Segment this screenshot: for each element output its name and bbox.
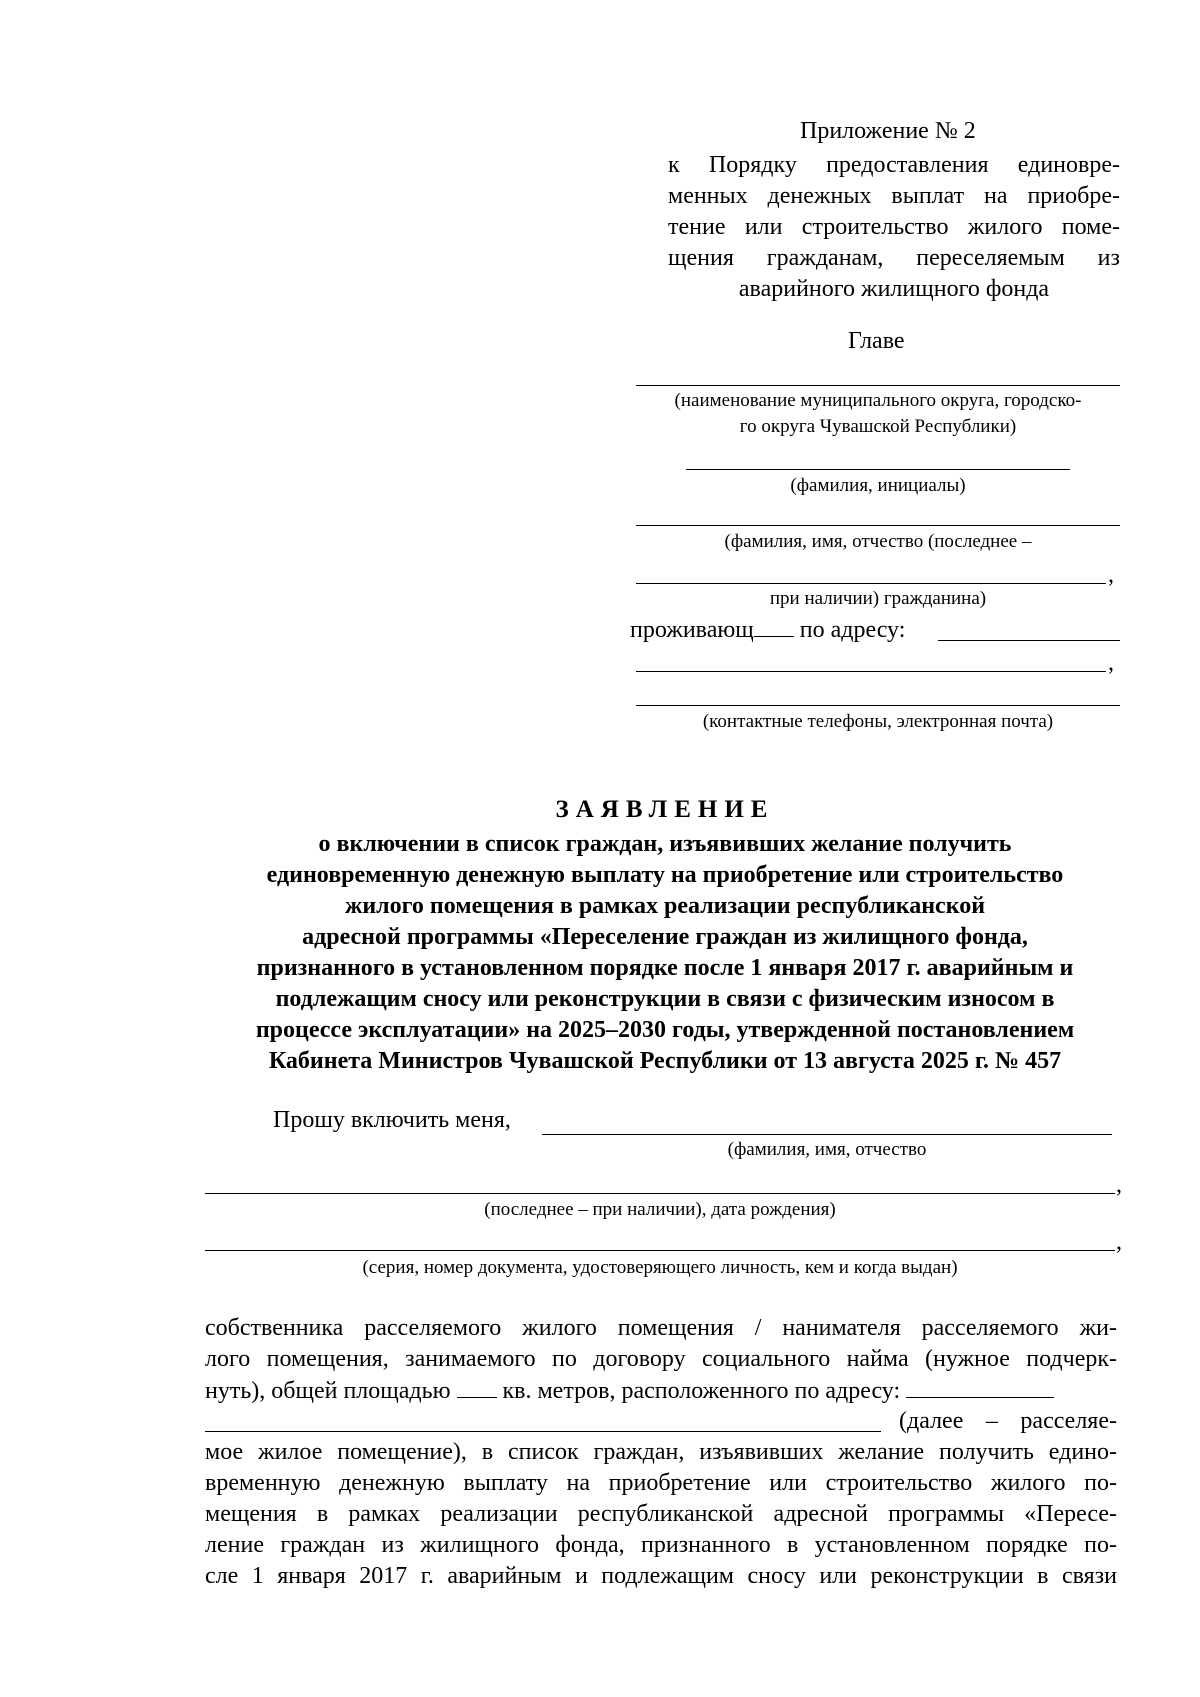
body-address-label: кв. метров, расположенного по адресу: xyxy=(502,1378,901,1404)
statement-heading-line: процессе эксплуатации» на 2025–2030 годы, утвержденной постановлением xyxy=(255,1017,1075,1043)
citizen-line-2 xyxy=(636,583,1106,584)
address-blank-2[interactable] xyxy=(205,1431,881,1432)
comma: , xyxy=(1108,650,1114,676)
document-line[interactable] xyxy=(205,1250,1115,1251)
addressee-to: Главе xyxy=(848,328,905,354)
body-line: собственника расселяемого жилого помещения / нанимателя расселяемого жи- xyxy=(205,1315,1117,1341)
statement-heading-line: признанного в установленном порядке после 1 января 2017 г. аварийным и xyxy=(256,955,1074,981)
residing-label: проживающ xyxy=(630,617,754,643)
statement-heading-line: подлежащим сносу или реконструкции в связи с физическим износом в xyxy=(275,986,1055,1012)
body-line: временную денежную выплату на приобретение или строительство жилого по- xyxy=(205,1470,1117,1496)
applicant-name-hint: (фамилия, имя, отчество xyxy=(727,1139,927,1160)
area-blank[interactable] xyxy=(457,1375,497,1398)
statement-heading-line: жилого помещения в рамках реализации республиканской xyxy=(344,893,986,919)
comma: , xyxy=(1108,562,1114,588)
address-line-2[interactable] xyxy=(636,671,1106,672)
comma: , xyxy=(1116,1229,1122,1255)
appendix-line: к Порядку предоставления единовре- xyxy=(668,152,1120,178)
appendix-line: щения гражданам, переселяемым из xyxy=(668,245,1120,271)
citizen-hint-2: при наличии) гражданина) xyxy=(769,588,987,609)
statement-title: ЗАЯВЛЕНИЕ xyxy=(555,796,775,823)
body-line4-tail: (далее – расселяе- xyxy=(899,1408,1117,1434)
body-line-area xyxy=(205,1375,1117,1406)
contacts-hint: (контактные телефоны, электронная почта) xyxy=(702,711,1054,732)
municipality-hint: го округа Чувашской Республики) xyxy=(739,416,1017,437)
comma: , xyxy=(1116,1172,1122,1198)
document-hint: (серия, номер документа, удостоверяющего личность, кем и когда выдан) xyxy=(362,1257,958,1278)
head-name-line xyxy=(686,469,1070,470)
contacts-line[interactable] xyxy=(636,705,1120,706)
birth-hint: (последнее – при наличии), дата рождения) xyxy=(484,1199,836,1220)
head-name-hint: (фамилия, инициалы) xyxy=(790,475,966,496)
body-line: ление граждан из жилищного фонда, признанного в установленном порядке по- xyxy=(205,1532,1117,1558)
request-lead: Прошу включить меня, xyxy=(273,1107,511,1133)
statement-heading-line: адресной программы «Переселение граждан из жилищного фонда, xyxy=(302,924,1028,950)
statement-heading-line: единовременную денежную выплату на приобретение или строительство xyxy=(266,862,1064,888)
address-blank[interactable] xyxy=(906,1375,1054,1398)
appendix-title: Приложение № 2 xyxy=(800,118,976,144)
address-line-1[interactable] xyxy=(938,640,1120,641)
applicant-name-line[interactable] xyxy=(542,1134,1112,1135)
citizen-line xyxy=(636,525,1120,526)
appendix-last-line: аварийного жилищного фонда xyxy=(738,276,1050,302)
residing-row xyxy=(630,614,905,644)
body-area-label: нуть), общей площадью xyxy=(205,1378,451,1404)
residing-tail: по адресу: xyxy=(799,617,906,643)
municipality-hint: (наименование муниципального округа, городско- xyxy=(674,390,1082,411)
citizen-hint: (фамилия, имя, отчество (последнее – xyxy=(724,531,1032,552)
statement-heading-line: Кабинета Министров Чувашской Республики от 13 августа 2025 г. № 457 xyxy=(268,1048,1062,1074)
municipality-line xyxy=(636,385,1120,386)
body-line: лого помещения, занимаемого по договору социального найма (нужное подчерк- xyxy=(205,1346,1117,1372)
appendix-line: менных денежных выплат на приобре- xyxy=(668,183,1120,209)
applicant-name-line-2[interactable] xyxy=(205,1193,1115,1194)
body-line: сле 1 января 2017 г. аварийным и подлежащим сносу или реконструкции в связи xyxy=(205,1563,1117,1589)
appendix-line: тение или строительство жилого поме- xyxy=(668,214,1120,240)
residing-ending-blank[interactable] xyxy=(754,614,794,637)
body-line: мое жилое помещение), в список граждан, изъявивших желание получить едино- xyxy=(205,1439,1117,1465)
body-line: мещения в рамках реализации республиканской адресной программы «Пересе- xyxy=(205,1501,1117,1527)
statement-heading-line: о включении в список граждан, изъявивших желание получить xyxy=(318,831,1012,857)
